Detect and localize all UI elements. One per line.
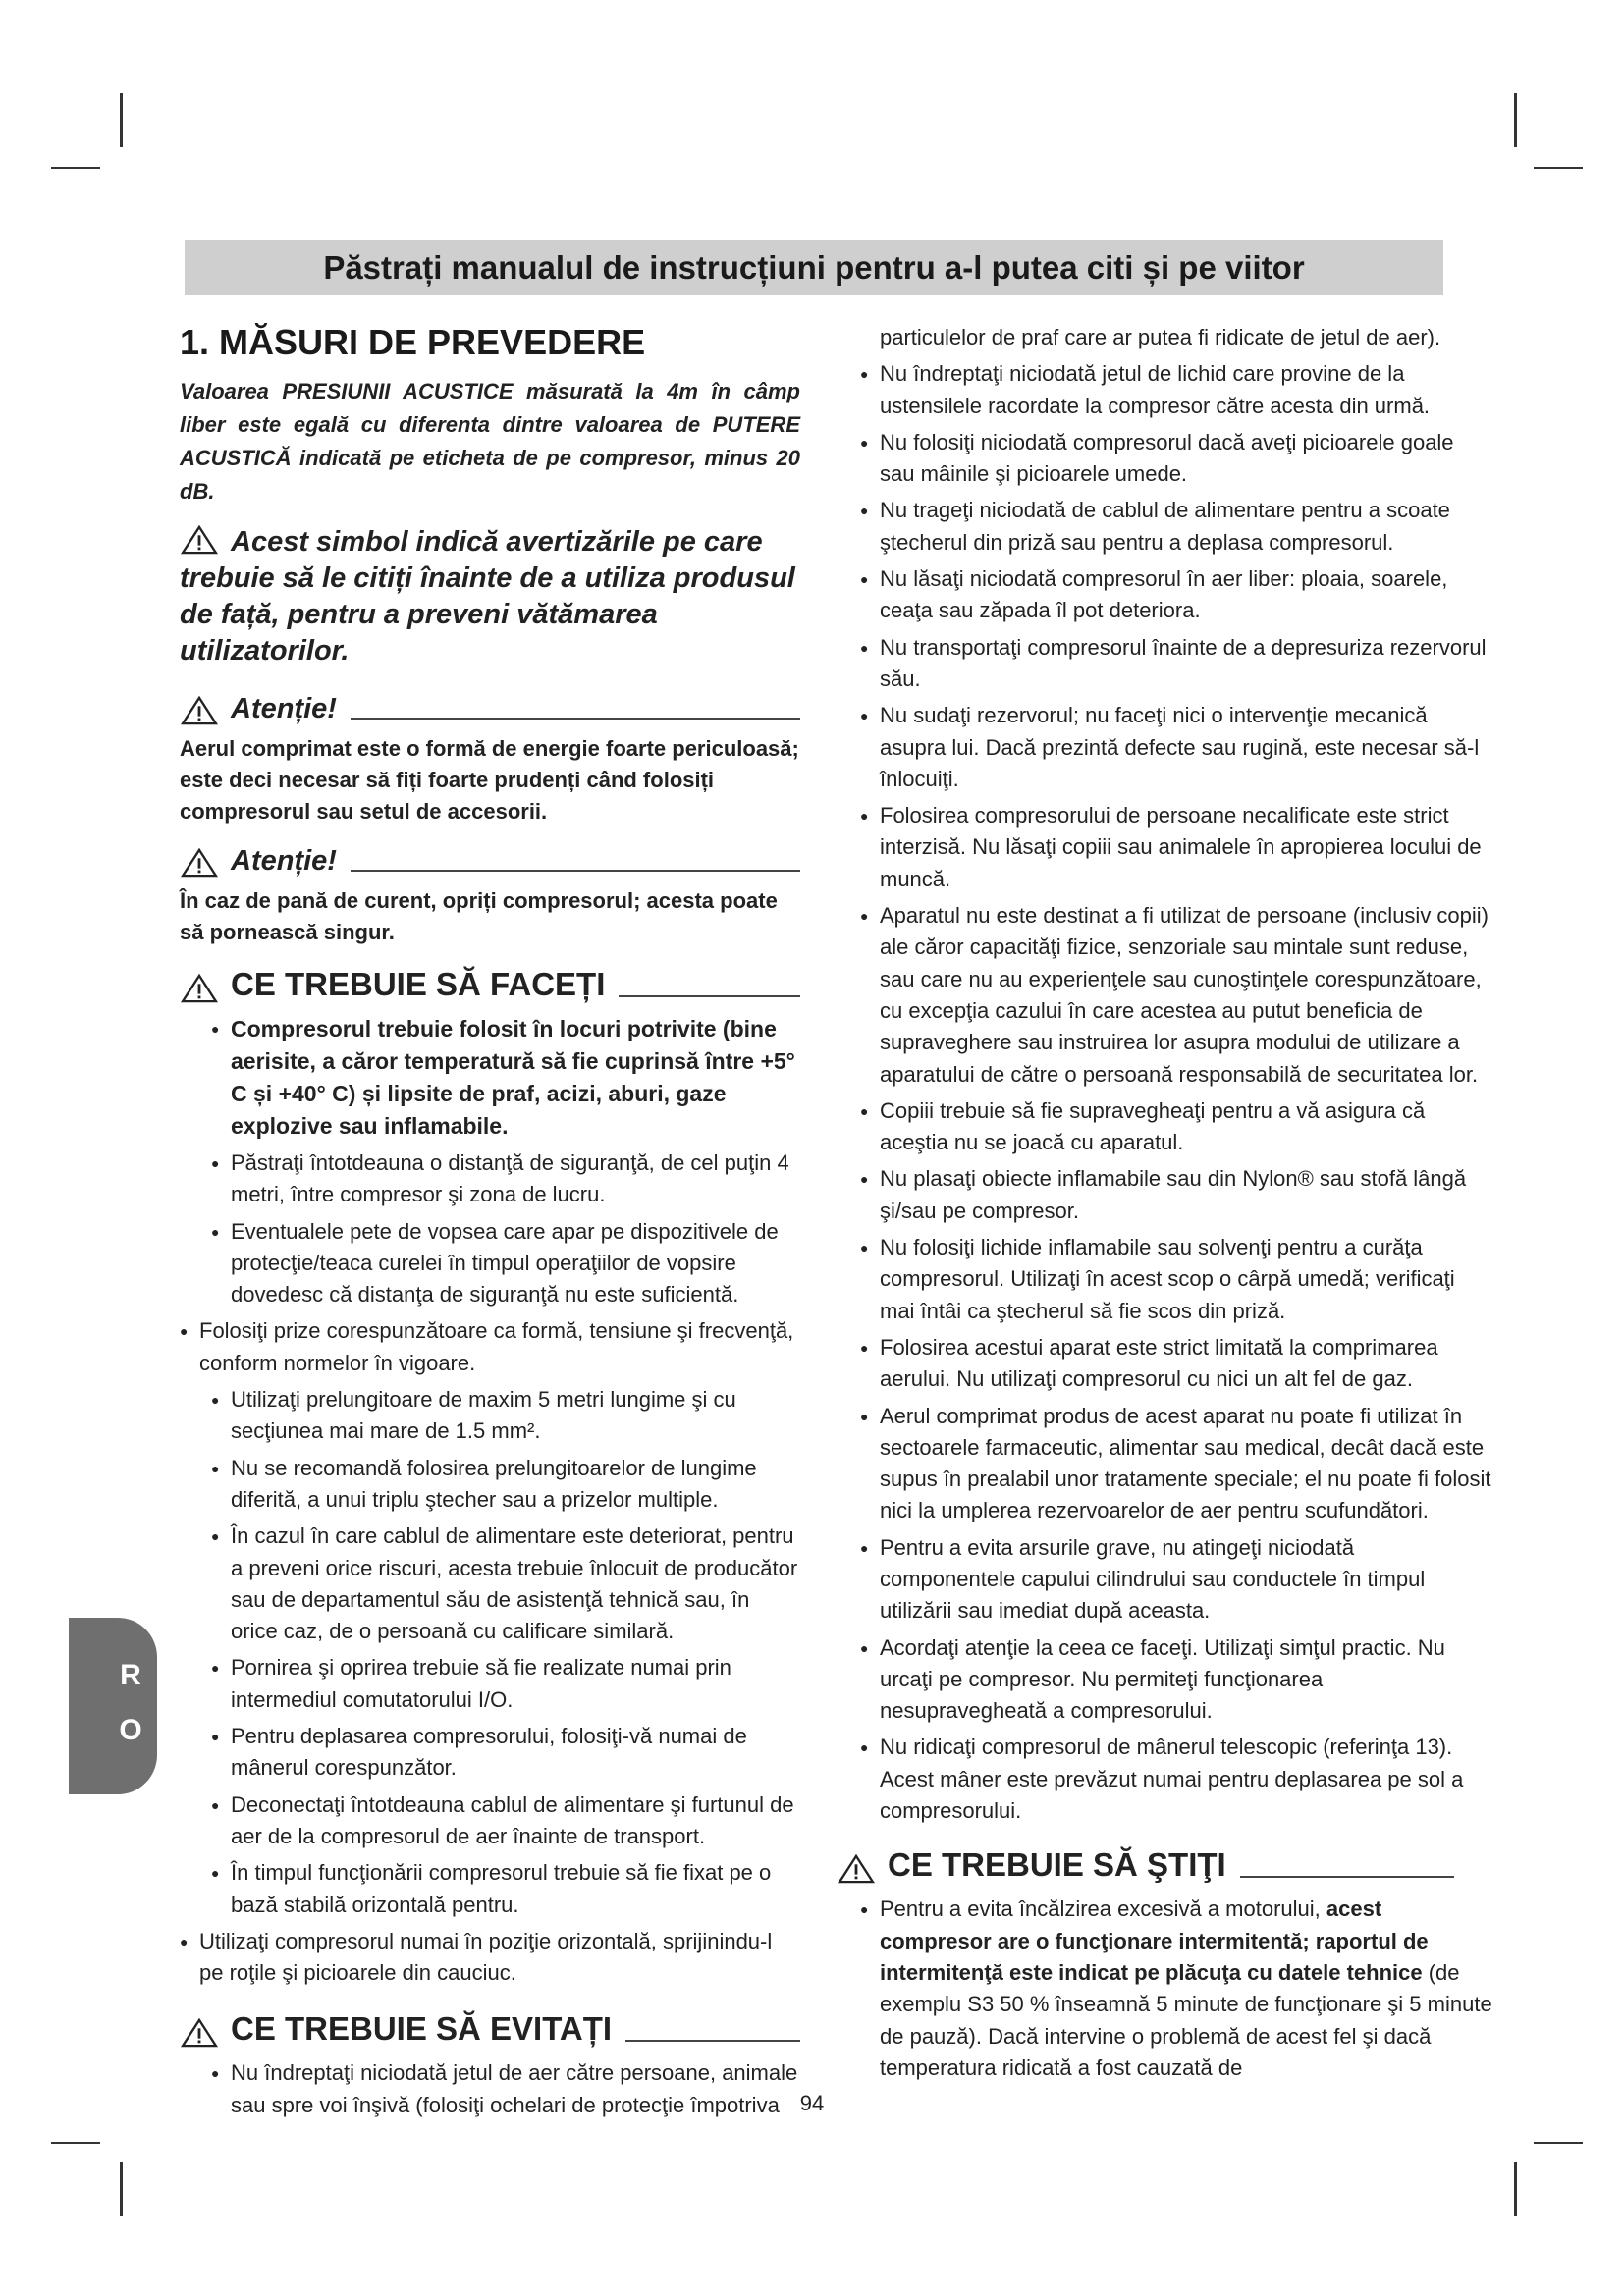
attention-text: În caz de pană de curent, opriți compresorul; acesta poate să pornească singur. (180, 888, 778, 944)
list-item: ● Folosiţi prize corespunzătoare ca formă, tensiune şi frecvenţă, conform normelor în vigoare. (180, 1315, 800, 1379)
list-item: ● Aerul comprimat produs de acest aparat nu poate fi utilizat în sectoarele farmaceutic, alimentar sau medical, decât dacă este supus în prealabil unor tratamente speciale; el nu poate fi folosit nici la umplerea rezervoarelor de aer pentru scufundători. (860, 1401, 1493, 1527)
right-column (860, 312, 1493, 2089)
list-item: ● Nu trageţi niciodată de cablul de alimentare pentru a scoate ştecherul din priză sau pentru a deplasa compresorul. (860, 495, 1493, 559)
crop-mark (1514, 2162, 1517, 2216)
know-section-heading (837, 1846, 1493, 1884)
list-item: ● Nu folosiţi lichide inflamabile sau solvenţi pentru a curăţa compresorul. Utilizaţi în acest scop o cârpă umedă; verificaţi mai întâi ca ştecherul să fie scos din priză. (860, 1232, 1493, 1327)
know-item-lead: Pentru a evita încălzirea excesivă a motorului, (880, 1896, 1321, 1922)
avoid-list (860, 358, 1493, 1827)
attention-text: Aerul comprimat este o formă de energie foarte periculoasă; este deci necesar să fiți foarte prudenți când folosiți compresorul sau setul de accesorii. (180, 736, 799, 824)
heading-rule (619, 995, 800, 997)
do-list (180, 1013, 800, 1989)
list-item: ● Nu se recomandă folosirea prelungitoarelor de lungime diferită, a unui triplu ştecher sau a prizelor multiple. (211, 1453, 800, 1517)
language-tab-letter: O (119, 1714, 142, 1746)
list-item: ● Acordaţi atenţie la ceea ce faceţi. Utilizaţi simţul practic. Nu urcaţi pe compresor. Nu permiteţi funcţionarea nesupravegheată a compresorului. (860, 1632, 1493, 1728)
list-item: ● Nu plasaţi obiecte inflamabile sau din Nylon® sau stofă lângă şi/sau pe compresor. (860, 1163, 1493, 1227)
list-item: ● Păstraţi întotdeauna o distanţă de siguranţă, de cel puţin 4 metri, între compresor şi zona de lucru. (211, 1148, 800, 1211)
crop-mark (1514, 93, 1517, 147)
crop-mark (120, 2162, 123, 2216)
avoid-section-title: CE TREBUIE SĂ EVITAȚI (231, 2010, 613, 2048)
list-item (860, 1894, 1493, 2084)
do-section-heading (180, 966, 800, 1003)
left-column (180, 312, 800, 2126)
list-item: ● Compresorul trebuie folosit în locuri potrivite (bine aerisite, a căror temperatură să fie cuprinsă între +5° C și +40° C) și lipsite de praf, acizi, aburi, gaze explozive sau inflamabile. (211, 1013, 800, 1143)
warning-triangle-icon (180, 696, 219, 725)
list-item: ● Nu transportaţi compresorul înainte de a depresuriza rezervorul său. (860, 632, 1493, 696)
list-item-continuation: particulelor de praf care ar putea fi ridicate de jetul de aer). (880, 325, 1441, 349)
list-item: ● Eventualele pete de vopsea care apar pe dispozitivele de protecţie/teaca curelei în timpul operaţiilor de vopsire dovedesc că distanţa de siguranţă nu este suficientă. (211, 1216, 800, 1311)
list-item: ● Folosirea acestui aparat este strict limitată la comprimarea aerului. Nu utilizaţi compresorul cu nici un alt fel de gaz. (860, 1332, 1493, 1396)
list-item: ● Nu folosiţi niciodată compresorul dacă aveţi picioarele goale sau mâinile şi picioarele umede. (860, 427, 1493, 491)
list-item: ● Nu îndreptaţi niciodată jetul de aer către persoane, animale sau spre voi înşivă (folosiţi ochelari de protecţie împotriva (211, 2057, 800, 2121)
know-item-tail: (de exemplu S3 50 % înseamnă 5 minute de funcţionare şi 5 minute de pauză). Dacă intervine o problemă de acest fel şi dacă temperatura ridicată a fost cauzată de (880, 1959, 1492, 2080)
list-item: ● În timpul funcţionării compresorul trebuie să fie fixat pe o bază stabilă orizontală pentru. (211, 1857, 800, 1921)
list-item: ● Deconectaţi întotdeauna cablul de alimentare şi furtunul de aer de la compresorul de aer înainte de transport. (211, 1789, 800, 1853)
list-item: ● Nu ridicaţi compresorul de mânerul telescopic (referinţa 13). Acest mâner este prevăzut numai pentru deplasarea pe sol a compresorului. (860, 1732, 1493, 1827)
list-item: ● Pentru deplasarea compresorului, folosiţi-vă numai de mânerul corespunzător. (211, 1721, 800, 1785)
page-banner: Păstrați manualul de instrucțiuni pentru a-l putea citi și pe viitor (185, 240, 1443, 295)
heading-rule (625, 2040, 800, 2042)
warning-symbol-text: Acest simbol indică avertizările pe care trebuie să le citiți înainte de a utiliza produsul de față, pentru a preveni vătămarea utilizatorilor. (180, 526, 795, 667)
know-section-title: CE TREBUIE SĂ ŞTIŢI (888, 1846, 1226, 1884)
language-tab-letter: R (120, 1659, 141, 1691)
crop-mark (120, 93, 123, 147)
know-item-bold: acest compresor are o funcţionare intermitentă; raportul de intermitenţă este indicat pe plăcuţa cu datele tehnice (880, 1896, 1429, 1985)
list-item: ● În cazul în care cablul de alimentare este deteriorat, pentru a preveni orice riscuri, acesta trebuie înlocuit de producător sau de departamentul său de asistenţă tehnică sau, în orice caz, de o persoană cu calificare similară. (211, 1521, 800, 1647)
list-item: ● Nu lăsaţi niciodată compresorul în aer liber: ploaia, soarele, ceaţa sau zăpada îl pot deteriora. (860, 563, 1493, 627)
list-item: ● Nu îndreptaţi niciodată jetul de lichid care provine de la ustensilele racordate la compresor către acesta din urmă. (860, 358, 1493, 422)
attention-heading (180, 693, 800, 725)
list-item: ● Pentru a evita arsurile grave, nu atingeţi niciodată componentele capului cilindrului sau conductele în timpul utilizării sau imediat după aceasta. (860, 1532, 1493, 1628)
warning-triangle-icon (180, 2018, 219, 2048)
heading-rule (351, 718, 800, 720)
attention-label: Atenție! (231, 693, 337, 724)
language-tab (69, 1618, 157, 1794)
crop-mark (1534, 2142, 1583, 2144)
crop-mark (51, 2142, 100, 2144)
list-item: ● Utilizaţi compresorul numai în poziţie orizontală, sprijinindu-l pe roţile şi picioarele din cauciuc. (180, 1926, 800, 1990)
warning-symbol-note (180, 524, 800, 669)
warning-triangle-icon (180, 848, 219, 878)
do-section-title: CE TREBUIE SĂ FACEȚI (231, 966, 606, 1002)
list-item: ● Aparatul nu este destinat a fi utilizat de persoane (inclusiv copii) ale căror capacităţi fizice, senzoriale sau mintale sunt reduse, sau care nu au experienţele sau cunoştinţele corespunzătoare, cu excepţia cazului în care acestea au putut beneficia de supraveghere sau instruirea lor asupra modului de utilizare a aparatului de către o persoană responsabilă de securitatea lor. (860, 900, 1493, 1091)
list-item: ● Nu sudaţi rezervorul; nu faceţi nici o intervenţie mecanică asupra lui. Dacă prezintă defecte sau rugină, este necesar să-l înlocuiţi. (860, 700, 1493, 795)
avoid-section-heading (180, 2010, 800, 2048)
warning-triangle-icon (180, 974, 219, 1003)
list-item: ● Folosirea compresorului de persoane necalificate este strict interzisă. Nu lăsaţi copiii sau animalele în apropierea locului de muncă. (860, 800, 1493, 895)
heading-rule (351, 870, 800, 872)
crop-mark (1534, 167, 1583, 169)
attention-label: Atenție! (231, 845, 337, 877)
acoustic-intro: Valoarea PRESIUNII ACUSTICE măsurată la 4m în câmp liber este egală cu diferenta dintre valoarea de PUTERE ACUSTICĂ indicată pe eticheta de pe compresor, minus 20 dB. (180, 379, 800, 504)
heading-rule (1240, 1876, 1454, 1878)
list-item: ● Utilizaţi prelungitoare de maxim 5 metri lungime şi cu secţiunea mai mare de 1.5 mm². (211, 1384, 800, 1448)
warning-triangle-icon (180, 525, 219, 555)
attention-heading (180, 845, 800, 878)
section-title: 1. MĂSURI DE PREVEDERE (180, 322, 646, 362)
warning-triangle-icon (837, 1854, 876, 1884)
list-item: ● Copiii trebuie să fie supravegheaţi pentru a vă asigura că aceştia nu se joacă cu aparatul. (860, 1095, 1493, 1159)
know-list (860, 1894, 1493, 2084)
page-number: 94 (799, 2091, 825, 2115)
list-item: ● Pornirea şi oprirea trebuie să fie realizate numai prin intermediul comutatorului I/O. (211, 1652, 800, 1716)
crop-mark (51, 167, 100, 169)
